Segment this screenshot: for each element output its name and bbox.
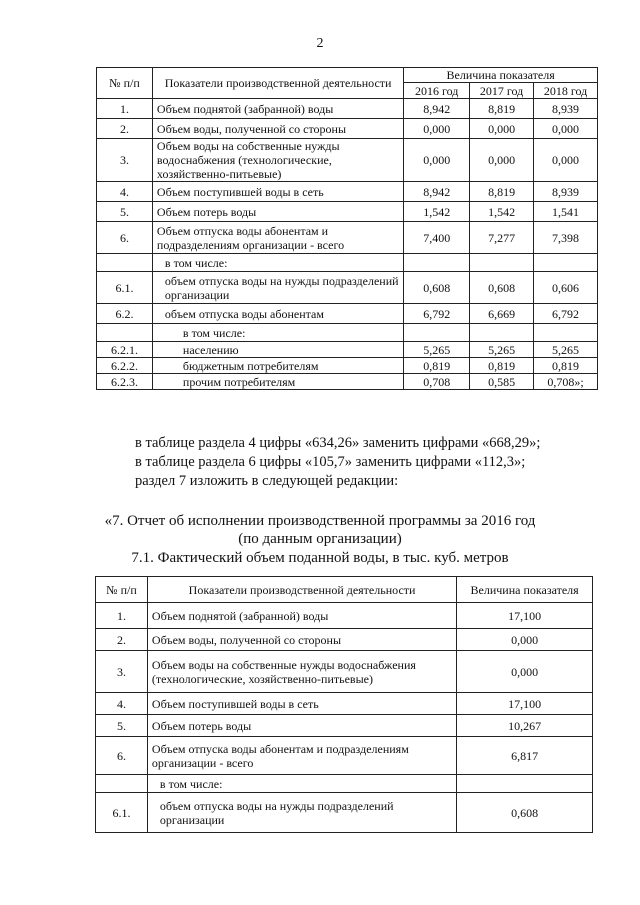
value-2017: 1,542 [470, 202, 534, 222]
row-number [96, 775, 148, 793]
value-2018: 0,606 [534, 272, 598, 304]
value-2017: 7,277 [470, 222, 534, 254]
row-label: объем отпуска воды абонентам [152, 304, 403, 324]
row-value: 0,608 [457, 793, 593, 833]
header-indicator: Показатели производственной деятельности [152, 68, 403, 99]
table-row [96, 793, 593, 833]
value-2017 [470, 324, 534, 342]
row-label: Объем воды на собственные нужды водоснабжения (технологические, хозяйственно-питьевые) [152, 139, 403, 182]
row-number: 3. [97, 139, 153, 182]
value-2016 [404, 254, 470, 272]
row-label: Объем потерь воды [147, 715, 456, 737]
row-number: 6.2. [97, 304, 153, 324]
header-year: 2016 год [404, 83, 470, 99]
value-2016 [404, 324, 470, 342]
row-value [457, 775, 593, 793]
value-2016: 7,400 [404, 222, 470, 254]
row-number: 1. [97, 99, 153, 119]
value-2016: 8,942 [404, 182, 470, 202]
value-2016: 0,819 [404, 358, 470, 374]
value-2017: 8,819 [470, 182, 534, 202]
page-number: 2 [316, 36, 324, 51]
row-label: Объем воды, полученной со стороны [147, 629, 456, 651]
table-row [97, 324, 598, 342]
value-2018: 0,708»; [534, 374, 598, 390]
row-label: объем отпуска воды на нужды подразделений организации [152, 272, 403, 304]
table-row [97, 182, 598, 202]
table-row [96, 715, 593, 737]
row-label: Объем поступившей воды в сеть [147, 693, 456, 715]
row-value: 0,000 [457, 651, 593, 693]
row-number: 6.2.2. [97, 358, 153, 374]
row-value: 17,100 [457, 603, 593, 629]
table-row [96, 693, 593, 715]
header-year: 2017 год [470, 83, 534, 99]
header-num: № п/п [97, 68, 153, 99]
row-number [97, 254, 153, 272]
row-label: прочим потребителям [152, 374, 403, 390]
value-2018 [534, 254, 598, 272]
actual-water-volume-table [95, 576, 593, 833]
value-2017: 0,819 [470, 358, 534, 374]
table-row [96, 651, 593, 693]
row-label: бюджетным потребителям [152, 358, 403, 374]
row-label: Объем поднятой (забранной) воды [152, 99, 403, 119]
row-value: 0,000 [457, 629, 593, 651]
paragraph: раздел 7 изложить в следующей редакции: [135, 473, 399, 489]
section-title-line: «7. Отчет об исполнении производственной программы за 2016 год [104, 513, 536, 529]
table-row [97, 304, 598, 324]
header-indicator: Показатели производственной деятельности [147, 577, 456, 603]
value-2016: 6,792 [404, 304, 470, 324]
value-2018: 0,000 [534, 119, 598, 139]
value-2017: 0,608 [470, 272, 534, 304]
value-2018: 0,819 [534, 358, 598, 374]
value-2017: 5,265 [470, 342, 534, 358]
row-number [97, 324, 153, 342]
paragraph: в таблице раздела 6 цифры «105,7» заменить цифрами «112,3»; [135, 454, 526, 470]
value-2018: 6,792 [534, 304, 598, 324]
row-number: 6. [96, 737, 148, 775]
table-row [97, 119, 598, 139]
header-num: № п/п [96, 577, 148, 603]
row-number: 3. [96, 651, 148, 693]
row-number: 6.1. [97, 272, 153, 304]
value-2017: 0,000 [470, 119, 534, 139]
table-row [96, 775, 593, 793]
row-label: Объем поднятой (забранной) воды [147, 603, 456, 629]
row-value: 6,817 [457, 737, 593, 775]
header-value: Величина показателя [404, 68, 598, 83]
row-label: Объем воды, полученной со стороны [152, 119, 403, 139]
amendment-paragraphs [135, 434, 540, 491]
value-2018: 8,939 [534, 99, 598, 119]
header-value: Величина показателя [457, 577, 593, 603]
row-number: 4. [97, 182, 153, 202]
section-7-1-subtitle: 7.1. Фактический объем поданной воды, в тыс. куб. метров [131, 550, 509, 566]
table-row [97, 222, 598, 254]
value-2016: 1,542 [404, 202, 470, 222]
row-number: 5. [96, 715, 148, 737]
value-2016: 8,942 [404, 99, 470, 119]
value-2017: 8,819 [470, 99, 534, 119]
section-7-title [0, 512, 640, 548]
row-label: Объем поступившей воды в сеть [152, 182, 403, 202]
value-2018: 7,398 [534, 222, 598, 254]
value-2016: 0,608 [404, 272, 470, 304]
row-number: 5. [97, 202, 153, 222]
paragraph: в таблице раздела 4 цифры «634,26» заменить цифрами «668,29»; [135, 435, 541, 451]
row-label: объем отпуска воды на нужды подразделений организации [147, 793, 456, 833]
table-row [97, 139, 598, 182]
row-label: Объем отпуска воды абонентам и подразделениям организации - всего [152, 222, 403, 254]
value-2017: 0,000 [470, 139, 534, 182]
value-2016: 0,000 [404, 119, 470, 139]
row-number: 1. [96, 603, 148, 629]
value-2018: 1,541 [534, 202, 598, 222]
row-label: в том числе: [147, 775, 456, 793]
table-row [97, 272, 598, 304]
value-2016: 0,708 [404, 374, 470, 390]
section-title-line: (по данным организации) [238, 531, 402, 547]
production-indicators-table-2016-2018 [96, 67, 598, 390]
value-2017 [470, 254, 534, 272]
value-2016: 5,265 [404, 342, 470, 358]
value-2017: 0,585 [470, 374, 534, 390]
row-number: 6.1. [96, 793, 148, 833]
table-row [97, 99, 598, 119]
row-label: Объем потерь воды [152, 202, 403, 222]
header-year: 2018 год [534, 83, 598, 99]
row-number: 6. [97, 222, 153, 254]
table-row [96, 629, 593, 651]
value-2016: 0,000 [404, 139, 470, 182]
value-2018: 8,939 [534, 182, 598, 202]
table-row [96, 737, 593, 775]
row-value: 17,100 [457, 693, 593, 715]
value-2017: 6,669 [470, 304, 534, 324]
row-label: населению [152, 342, 403, 358]
row-number: 6.2.1. [97, 342, 153, 358]
row-number: 4. [96, 693, 148, 715]
value-2018: 0,000 [534, 139, 598, 182]
row-value: 10,267 [457, 715, 593, 737]
row-number: 2. [96, 629, 148, 651]
table-row [97, 342, 598, 358]
value-2018: 5,265 [534, 342, 598, 358]
row-label: Объем воды на собственные нужды водоснабжения (технологические, хозяйственно-питьевые) [147, 651, 456, 693]
row-label: в том числе: [152, 324, 403, 342]
table-row [97, 374, 598, 390]
table-row [96, 603, 593, 629]
row-label: Объем отпуска воды абонентам и подразделениям организации - всего [147, 737, 456, 775]
row-number: 2. [97, 119, 153, 139]
row-number: 6.2.3. [97, 374, 153, 390]
table-row [97, 254, 598, 272]
table-row [97, 358, 598, 374]
table-row [97, 202, 598, 222]
value-2018 [534, 324, 598, 342]
row-label: в том числе: [152, 254, 403, 272]
